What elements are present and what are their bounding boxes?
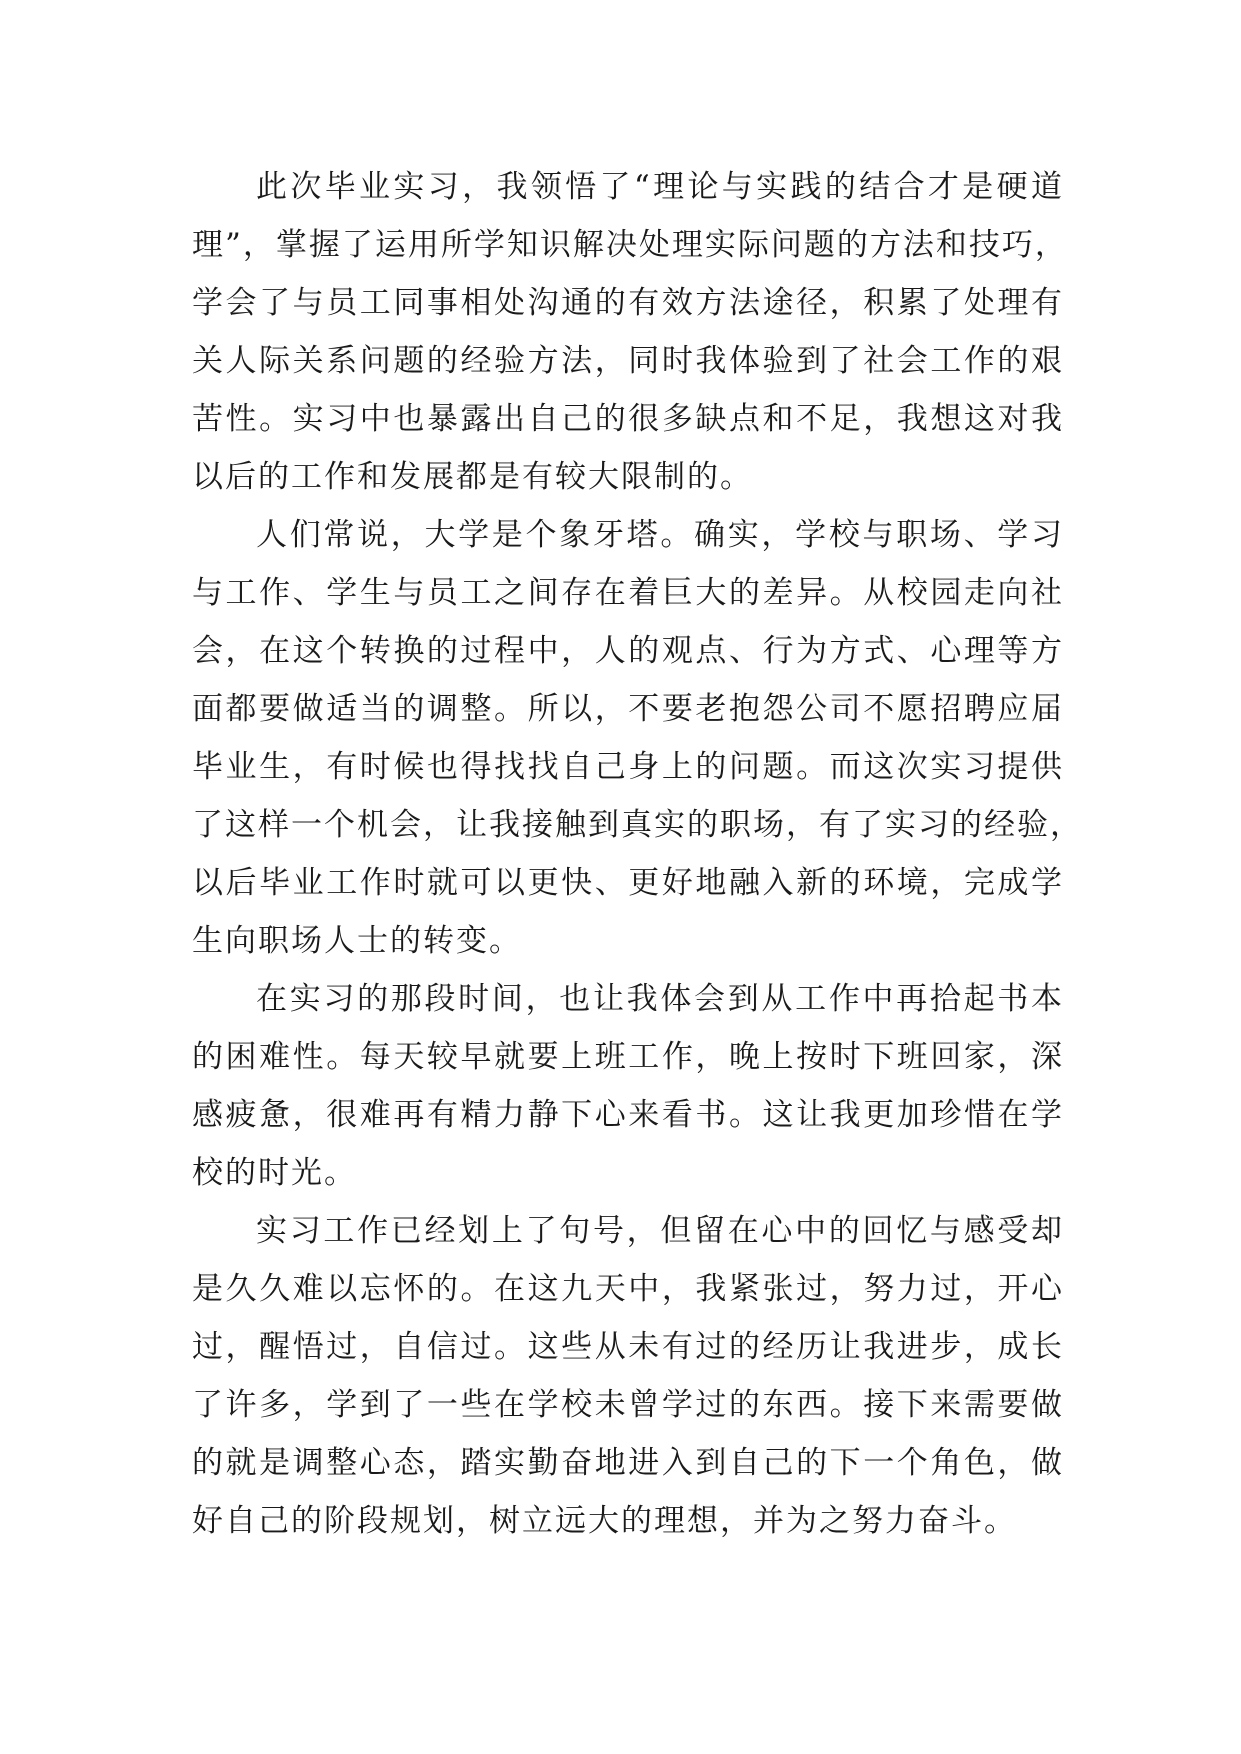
paragraph-line: 以后的工作和发展都是有较大限制的。 xyxy=(192,459,753,495)
paragraph-2 xyxy=(192,506,1083,970)
paragraph-line: 苦性。实习中也暴露出自己的很多缺点和不足，我想这对我 xyxy=(192,401,1064,437)
paragraph-line: 关人际关系问题的经验方法，同时我体验到了社会工作的艰 xyxy=(192,343,1064,379)
paragraph-line: 理”，掌握了运用所学知识解决处理实际问题的方法和技巧， xyxy=(192,227,1068,263)
paragraph-line: 实习工作已经划上了句号，但留在心中的回忆与感受却 xyxy=(256,1213,1064,1249)
paragraph-line: 会，在这个转换的过程中，人的观点、行为方式、心理等方 xyxy=(192,633,1064,669)
paragraph-3 xyxy=(192,970,1064,1202)
paragraph-line: 了这样一个机会，让我接触到真实的职场，有了实习的经验， xyxy=(192,807,1083,843)
paragraph-line: 感疲惫，很难再有精力静下心来看书。这让我更加珍惜在学 xyxy=(192,1097,1064,1133)
paragraph-line: 在实习的那段时间，也让我体会到从工作中再拾起书本 xyxy=(256,981,1064,1017)
paragraph-line: 此次毕业实习，我领悟了“理论与实践的结合才是硬道 xyxy=(256,169,1064,205)
paragraph-line: 毕业生，有时候也得找找自己身上的问题。而这次实习提供 xyxy=(192,749,1064,785)
paragraph-line: 以后毕业工作时就可以更快、更好地融入新的环境，完成学 xyxy=(192,865,1064,901)
paragraph-line: 面都要做适当的调整。所以，不要老抱怨公司不愿招聘应届 xyxy=(192,691,1064,727)
paragraph-line: 与工作、学生与员工之间存在着巨大的差异。从校园走向社 xyxy=(192,575,1064,611)
paragraph-line: 过，醒悟过，自信过。这些从未有过的经历让我进步，成长 xyxy=(192,1329,1064,1365)
body-text xyxy=(192,158,1083,1550)
paragraph-line: 的就是调整心态，踏实勤奋地进入到自己的下一个角色，做 xyxy=(192,1445,1064,1481)
paragraph-line: 的困难性。每天较早就要上班工作，晚上按时下班回家，深 xyxy=(192,1039,1064,1075)
paragraph-line: 是久久难以忘怀的。在这九天中，我紧张过，努力过，开心 xyxy=(192,1271,1064,1307)
paragraph-line: 生向职场人士的转变。 xyxy=(192,923,522,959)
paragraph-line: 了许多，学到了一些在学校未曾学过的东西。接下来需要做 xyxy=(192,1387,1064,1423)
paragraph-1 xyxy=(192,158,1068,506)
paragraph-line: 人们常说，大学是个象牙塔。确实，学校与职场、学习 xyxy=(256,517,1064,553)
paragraph-4 xyxy=(192,1202,1064,1550)
paragraph-line: 好自己的阶段规划，树立远大的理想，并为之努力奋斗。 xyxy=(192,1503,1017,1539)
paragraph-line: 学会了与员工同事相处沟通的有效方法途径，积累了处理有 xyxy=(192,285,1064,321)
paragraph-line: 校的时光。 xyxy=(192,1155,357,1191)
